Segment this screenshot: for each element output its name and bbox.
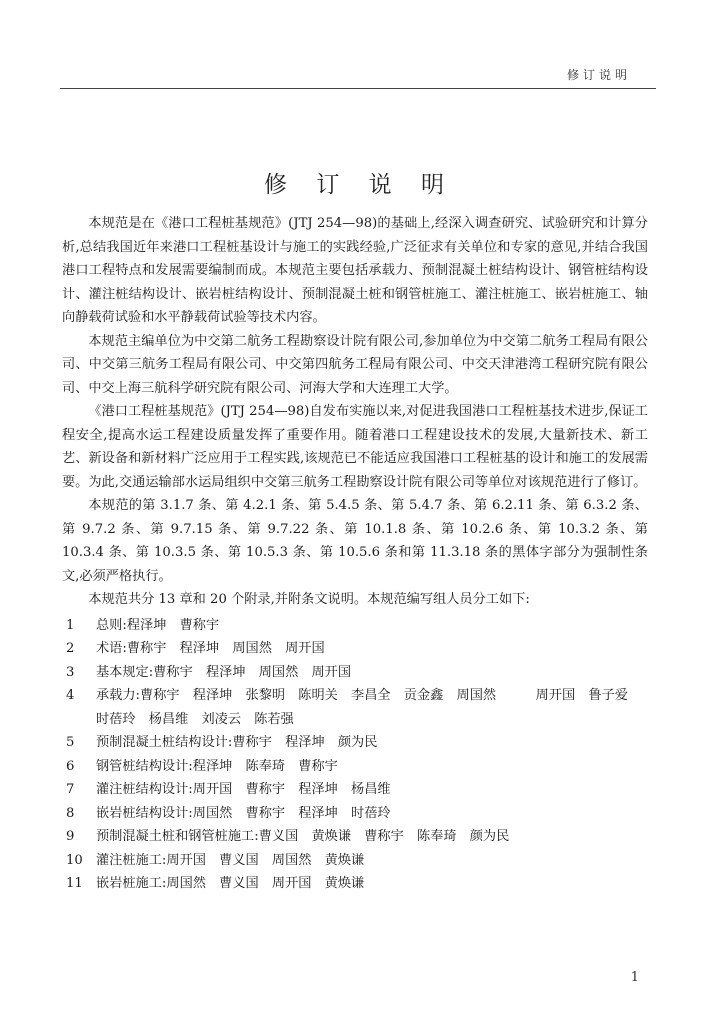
list-item-number: 3	[66, 664, 75, 680]
list-item	[62, 755, 648, 779]
paragraph-background: 《港口工程桩基规范》(JTJ 254—98)自发布实施以来,对促进我国港口工程桩基技术进步,保证工程安全,提高水运工程建设质量发挥了重要作用。随着港口工程建设技术的发展,大量新技术、新工艺、新设备和新材料广泛应用于工程实践,该规范已不能适应我国港口工程桩基的设计和施工的发展需要。为此,交通运输部水运局组织中交第三航务工程勘察设计院有限公司等单位对该规范进行了修订。	[62, 404, 648, 490]
paragraph-mandatory-clauses: 本规范的第 3.1.7 条、第 4.2.1 条、第 5.4.5 条、第 5.4.7 条、第 6.2.11 条、第 6.3.2 条、第 9.7.2 条、第 9.7.15 条、第 9.7.22 条、第 10.1.8 条、第 10.2.6 条、第 10.3.2 条、第 10.3.4 条、第 10.3.5 条、第 10.5.3 条、第 10.5.6 条和第 11.3.18 条的黑体字部分为强制性条文,必须严格执行。	[62, 498, 648, 584]
paragraph-scope: 本规范是在《港口工程桩基规范》(JTJ 254—98)的基础上,经深入调查研究、试验研究和计算分析,总结我国近年来港口工程桩基设计与施工的实践经验,广泛征求有关单位和专家的意见,并结合我国港口工程特点和发展需要编制而成。本规范主要包括承载力、预制混凝土桩结构设计、钢管桩结构设计、灌注桩结构设计、嵌岩桩结构设计、预制混凝土桩和钢管桩施工、灌注桩施工、嵌岩桩施工、轴向静载荷试验和水平静载荷试验等技术内容。	[62, 216, 648, 325]
list-item	[62, 849, 648, 873]
page-number: 1	[630, 970, 639, 985]
list-item-text: 基本规定:曹称宇 程泽坤 周国然 周开国	[96, 664, 352, 680]
document-body	[62, 212, 648, 896]
running-head: 修订说明	[566, 68, 631, 82]
list-item	[62, 825, 648, 849]
list-item-number: 10	[66, 852, 83, 868]
list-item-text: 预制混凝土桩结构设计:曹称宇 程泽坤 颜为民	[96, 735, 378, 750]
list-item-number: 5	[66, 735, 75, 750]
list-item	[62, 684, 648, 731]
list-item-number: 7	[66, 782, 75, 797]
list-item-number: 2	[66, 641, 75, 656]
list-item-number: 9	[66, 829, 75, 844]
list-item	[62, 778, 648, 802]
list-item-text: 嵌岩桩施工:周国然 曹义国 周开国 黄焕谦	[96, 876, 365, 891]
list-item-number: 8	[66, 805, 75, 821]
list-item-number: 1	[66, 617, 75, 633]
list-item-text: 术语:曹称宇 程泽坤 周国然 周开国	[96, 641, 325, 656]
list-item	[62, 802, 648, 826]
list-item-text: 嵌岩桩结构设计:周国然 曹称宇 程泽坤 时蓓玲	[96, 805, 391, 821]
list-item	[62, 637, 648, 661]
list-item-number: 11	[66, 876, 83, 891]
list-item	[62, 614, 648, 638]
header-rule	[60, 88, 656, 89]
list-item-text: 总则:程泽坤 曹称宇	[96, 617, 220, 633]
list-item-number: 6	[66, 758, 75, 774]
list-item-text: 承载力:曹称宇 程泽坤 张黎明 陈明关 李昌全 贡金鑫 周国然 周开国 鲁子爱 时蓓玲 杨昌维 刘凌云 陈若强	[96, 688, 642, 727]
author-list	[62, 614, 648, 896]
list-item-number: 4	[66, 688, 75, 703]
list-item	[62, 661, 648, 685]
page-title: 修 订 说 明	[264, 172, 455, 198]
list-item-text: 灌注桩施工:周开国 曹义国 周国然 黄焕谦	[96, 852, 365, 868]
paragraph-structure: 本规范共分 13 章和 20 个附录,并附条文说明。本规范编写组人员分工如下:	[88, 592, 530, 607]
list-item	[62, 872, 648, 896]
list-item-text: 钢管桩结构设计:程泽坤 陈奉琦 曹称宇	[96, 758, 338, 774]
paragraph-units: 本规范主编单位为中交第二航务工程勘察设计院有限公司,参加单位为中交第二航务工程局有限公司、中交第三航务工程局有限公司、中交第四航务工程局有限公司、中交天津港湾工程研究院有限公司、中交上海三航科学研究院有限公司、河海大学和大连理工大学。	[62, 333, 648, 396]
list-item	[62, 731, 648, 755]
list-item-text: 预制混凝土桩和钢管桩施工:曹义国 黄焕谦 曹称宇 陈奉琦 颜为民	[96, 829, 510, 844]
list-item-text: 灌注桩结构设计:周开国 曹称宇 程泽坤 杨昌维	[96, 782, 391, 797]
